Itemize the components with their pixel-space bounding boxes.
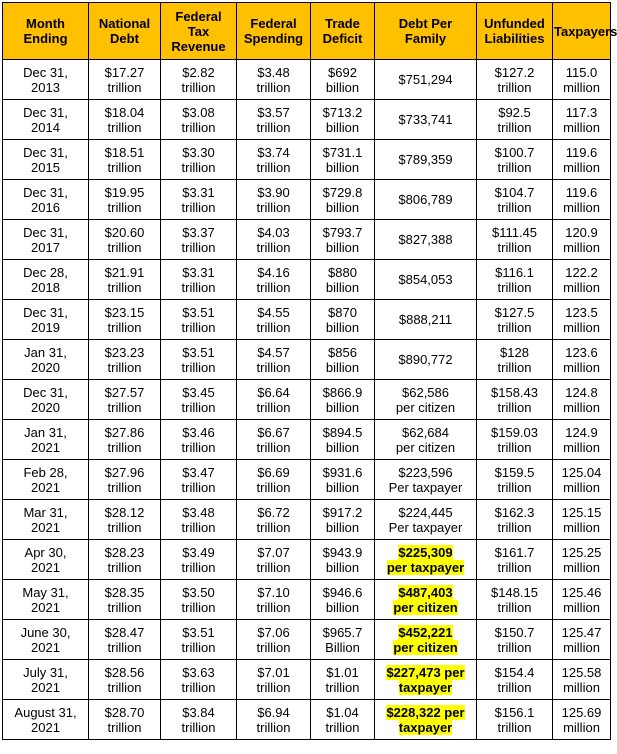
table-cell: $751,294 bbox=[375, 60, 477, 100]
table-cell: $4.55 trillion bbox=[237, 300, 311, 340]
table-cell: $100.7 trillion bbox=[477, 140, 553, 180]
table-cell: 123.6 million bbox=[553, 340, 611, 380]
table-cell: $128 trillion bbox=[477, 340, 553, 380]
table-cell: $806,789 bbox=[375, 180, 477, 220]
table-cell: $6.94 trillion bbox=[237, 700, 311, 740]
highlighted-value: $452,221 per citizen bbox=[393, 624, 458, 655]
highlighted-value: $487,403 per citizen bbox=[393, 584, 458, 615]
table-cell: $62,586 per citizen bbox=[375, 380, 477, 420]
table-cell: $21.91 trillion bbox=[89, 260, 161, 300]
table-cell: Dec 31, 2020 bbox=[3, 380, 89, 420]
column-header: Federal Tax Revenue bbox=[161, 3, 237, 60]
table-row bbox=[3, 180, 611, 220]
table-cell: $3.48 trillion bbox=[161, 500, 237, 540]
table-cell: Dec 31, 2019 bbox=[3, 300, 89, 340]
table-cell: $17.27 trillion bbox=[89, 60, 161, 100]
table-cell bbox=[375, 660, 477, 700]
table-cell: $965.7 Billion bbox=[311, 620, 375, 660]
highlighted-value: $227,473 per taxpayer bbox=[386, 664, 465, 695]
table-cell: $148.15 trillion bbox=[477, 580, 553, 620]
table-cell: $3.84 trillion bbox=[161, 700, 237, 740]
table-cell: $894.5 billion bbox=[311, 420, 375, 460]
table-cell: $3.08 trillion bbox=[161, 100, 237, 140]
table-cell: $28.35 trillion bbox=[89, 580, 161, 620]
table-cell: $154.4 trillion bbox=[477, 660, 553, 700]
table-cell: $3.51 trillion bbox=[161, 300, 237, 340]
table-cell: Dec 31, 2016 bbox=[3, 180, 89, 220]
table-row bbox=[3, 700, 611, 740]
table-cell: $23.23 trillion bbox=[89, 340, 161, 380]
column-header: Month Ending bbox=[3, 3, 89, 60]
table-cell: $713.2 billion bbox=[311, 100, 375, 140]
table-cell: June 30, 2021 bbox=[3, 620, 89, 660]
table-row bbox=[3, 340, 611, 380]
highlighted-value: $225,309 per taxpayer bbox=[386, 544, 465, 575]
table-cell: $917.2 billion bbox=[311, 500, 375, 540]
table-cell: Jan 31, 2020 bbox=[3, 340, 89, 380]
table-cell: $793.7 billion bbox=[311, 220, 375, 260]
table-cell: 125.69 million bbox=[553, 700, 611, 740]
table-cell: $18.04 trillion bbox=[89, 100, 161, 140]
table-cell: $946.6 billion bbox=[311, 580, 375, 620]
table-cell: 119.6 million bbox=[553, 180, 611, 220]
table-cell: $3.90 trillion bbox=[237, 180, 311, 220]
table-cell: $159.03 trillion bbox=[477, 420, 553, 460]
table-cell: 123.5 million bbox=[553, 300, 611, 340]
table-cell: Mar 31, 2021 bbox=[3, 500, 89, 540]
table-cell: 119.6 million bbox=[553, 140, 611, 180]
highlighted-value: $228,322 per taxpayer bbox=[386, 704, 465, 735]
table-cell: 125.04 million bbox=[553, 460, 611, 500]
column-header: Federal Spending bbox=[237, 3, 311, 60]
table-cell: $127.5 trillion bbox=[477, 300, 553, 340]
table-cell: Dec 31, 2013 bbox=[3, 60, 89, 100]
column-header: Taxpayers bbox=[553, 3, 611, 60]
table-cell: $3.57 trillion bbox=[237, 100, 311, 140]
table-cell: $3.31 trillion bbox=[161, 180, 237, 220]
table-cell: $7.06 trillion bbox=[237, 620, 311, 660]
table-cell: $3.31 trillion bbox=[161, 260, 237, 300]
column-header: National Debt bbox=[89, 3, 161, 60]
table-cell: $3.51 trillion bbox=[161, 340, 237, 380]
table-cell: $28.23 trillion bbox=[89, 540, 161, 580]
table-cell: $731.1 billion bbox=[311, 140, 375, 180]
table-cell: $156.1 trillion bbox=[477, 700, 553, 740]
table-row bbox=[3, 60, 611, 100]
table-cell: $880 billion bbox=[311, 260, 375, 300]
table-cell: $3.45 trillion bbox=[161, 380, 237, 420]
table-row bbox=[3, 100, 611, 140]
table-cell: $870 billion bbox=[311, 300, 375, 340]
table-row bbox=[3, 620, 611, 660]
table-row bbox=[3, 420, 611, 460]
table-cell: $111.45 trillion bbox=[477, 220, 553, 260]
table-cell: $18.51 trillion bbox=[89, 140, 161, 180]
table-cell: $27.96 trillion bbox=[89, 460, 161, 500]
table-cell: $92.5 trillion bbox=[477, 100, 553, 140]
table-row bbox=[3, 500, 611, 540]
table-cell: $890,772 bbox=[375, 340, 477, 380]
table-cell: $162.3 trillion bbox=[477, 500, 553, 540]
table-cell: $856 billion bbox=[311, 340, 375, 380]
table-cell: 124.9 million bbox=[553, 420, 611, 460]
table-cell: $3.49 trillion bbox=[161, 540, 237, 580]
column-header: Unfunded Liabilities bbox=[477, 3, 553, 60]
table-cell: $733,741 bbox=[375, 100, 477, 140]
table-row bbox=[3, 660, 611, 700]
table-cell: $4.03 trillion bbox=[237, 220, 311, 260]
table-cell: 125.25 million bbox=[553, 540, 611, 580]
table-cell: 115.0 million bbox=[553, 60, 611, 100]
table-cell: $104.7 trillion bbox=[477, 180, 553, 220]
table-cell: $116.1 trillion bbox=[477, 260, 553, 300]
table-cell: $854,053 bbox=[375, 260, 477, 300]
table-cell: May 31, 2021 bbox=[3, 580, 89, 620]
table-cell: $827,388 bbox=[375, 220, 477, 260]
table-cell: $3.46 trillion bbox=[161, 420, 237, 460]
table-cell: $3.48 trillion bbox=[237, 60, 311, 100]
table-cell: $3.47 trillion bbox=[161, 460, 237, 500]
table-cell: Apr 30, 2021 bbox=[3, 540, 89, 580]
table-cell: Jan 31, 2021 bbox=[3, 420, 89, 460]
table-cell: 120.9 million bbox=[553, 220, 611, 260]
table-row bbox=[3, 540, 611, 580]
table-cell: 125.47 million bbox=[553, 620, 611, 660]
table-row bbox=[3, 140, 611, 180]
table-cell: $159.5 trillion bbox=[477, 460, 553, 500]
table-cell: $161.7 trillion bbox=[477, 540, 553, 580]
table-cell: $28.47 trillion bbox=[89, 620, 161, 660]
table-cell bbox=[375, 700, 477, 740]
table-cell: $888,211 bbox=[375, 300, 477, 340]
table-cell: $28.12 trillion bbox=[89, 500, 161, 540]
table-cell: 125.46 million bbox=[553, 580, 611, 620]
table-cell: $6.64 trillion bbox=[237, 380, 311, 420]
table-cell: $6.67 trillion bbox=[237, 420, 311, 460]
table-cell: $62,684 per citizen bbox=[375, 420, 477, 460]
table-cell: $866.9 billion bbox=[311, 380, 375, 420]
table-cell bbox=[375, 620, 477, 660]
table-cell: $6.72 trillion bbox=[237, 500, 311, 540]
table-cell: $789,359 bbox=[375, 140, 477, 180]
table-cell: $3.50 trillion bbox=[161, 580, 237, 620]
column-header: Debt Per Family bbox=[375, 3, 477, 60]
table-row bbox=[3, 220, 611, 260]
table-cell: $3.51 trillion bbox=[161, 620, 237, 660]
table-cell: $2.82 trillion bbox=[161, 60, 237, 100]
table-cell: $6.69 trillion bbox=[237, 460, 311, 500]
table-cell: Dec 31, 2017 bbox=[3, 220, 89, 260]
table-cell: $19.95 trillion bbox=[89, 180, 161, 220]
table-row bbox=[3, 300, 611, 340]
table-row bbox=[3, 260, 611, 300]
table-cell bbox=[375, 580, 477, 620]
column-header: Trade Deficit bbox=[311, 3, 375, 60]
table-cell: $223,596 Per taxpayer bbox=[375, 460, 477, 500]
table-cell: $729.8 billion bbox=[311, 180, 375, 220]
table-row bbox=[3, 380, 611, 420]
table-cell: $224,445 Per taxpayer bbox=[375, 500, 477, 540]
table-cell: 125.58 million bbox=[553, 660, 611, 700]
table-cell: $150.7 trillion bbox=[477, 620, 553, 660]
table-cell: $692 billion bbox=[311, 60, 375, 100]
table-cell: 122.2 million bbox=[553, 260, 611, 300]
table-cell: $23.15 trillion bbox=[89, 300, 161, 340]
table-cell: $1.01 trillion bbox=[311, 660, 375, 700]
table-cell: $127.2 trillion bbox=[477, 60, 553, 100]
table-cell: July 31, 2021 bbox=[3, 660, 89, 700]
table-cell: $3.63 trillion bbox=[161, 660, 237, 700]
table-cell: Dec 28, 2018 bbox=[3, 260, 89, 300]
table-cell: $20.60 trillion bbox=[89, 220, 161, 260]
table-cell: $943.9 billion bbox=[311, 540, 375, 580]
table-cell: August 31, 2021 bbox=[3, 700, 89, 740]
table-cell: 117.3 million bbox=[553, 100, 611, 140]
table-cell: $27.57 trillion bbox=[89, 380, 161, 420]
table-cell: $7.07 trillion bbox=[237, 540, 311, 580]
table-cell: $3.30 trillion bbox=[161, 140, 237, 180]
table-cell: Dec 31, 2014 bbox=[3, 100, 89, 140]
table-row bbox=[3, 580, 611, 620]
table-cell: $7.01 trillion bbox=[237, 660, 311, 700]
table-body bbox=[3, 60, 611, 740]
table-cell: $4.16 trillion bbox=[237, 260, 311, 300]
table-cell: $3.74 trillion bbox=[237, 140, 311, 180]
table-cell: $4.57 trillion bbox=[237, 340, 311, 380]
header-row bbox=[3, 3, 611, 60]
table-cell: $7.10 trillion bbox=[237, 580, 311, 620]
table-cell: Dec 31, 2015 bbox=[3, 140, 89, 180]
table-cell bbox=[375, 540, 477, 580]
table-cell: $931.6 billion bbox=[311, 460, 375, 500]
table-cell: $3.37 trillion bbox=[161, 220, 237, 260]
table-row bbox=[3, 460, 611, 500]
table-cell: $27.86 trillion bbox=[89, 420, 161, 460]
table-cell: $28.70 trillion bbox=[89, 700, 161, 740]
table-cell: 124.8 million bbox=[553, 380, 611, 420]
table-cell: $158.43 trillion bbox=[477, 380, 553, 420]
table-cell: $1.04 trillion bbox=[311, 700, 375, 740]
table-header bbox=[3, 3, 617, 60]
table-cell: $28.56 trillion bbox=[89, 660, 161, 700]
table-cell: Feb 28, 2021 bbox=[3, 460, 89, 500]
table-cell: 125.15 million bbox=[553, 500, 611, 540]
debt-statistics-table bbox=[2, 2, 617, 740]
